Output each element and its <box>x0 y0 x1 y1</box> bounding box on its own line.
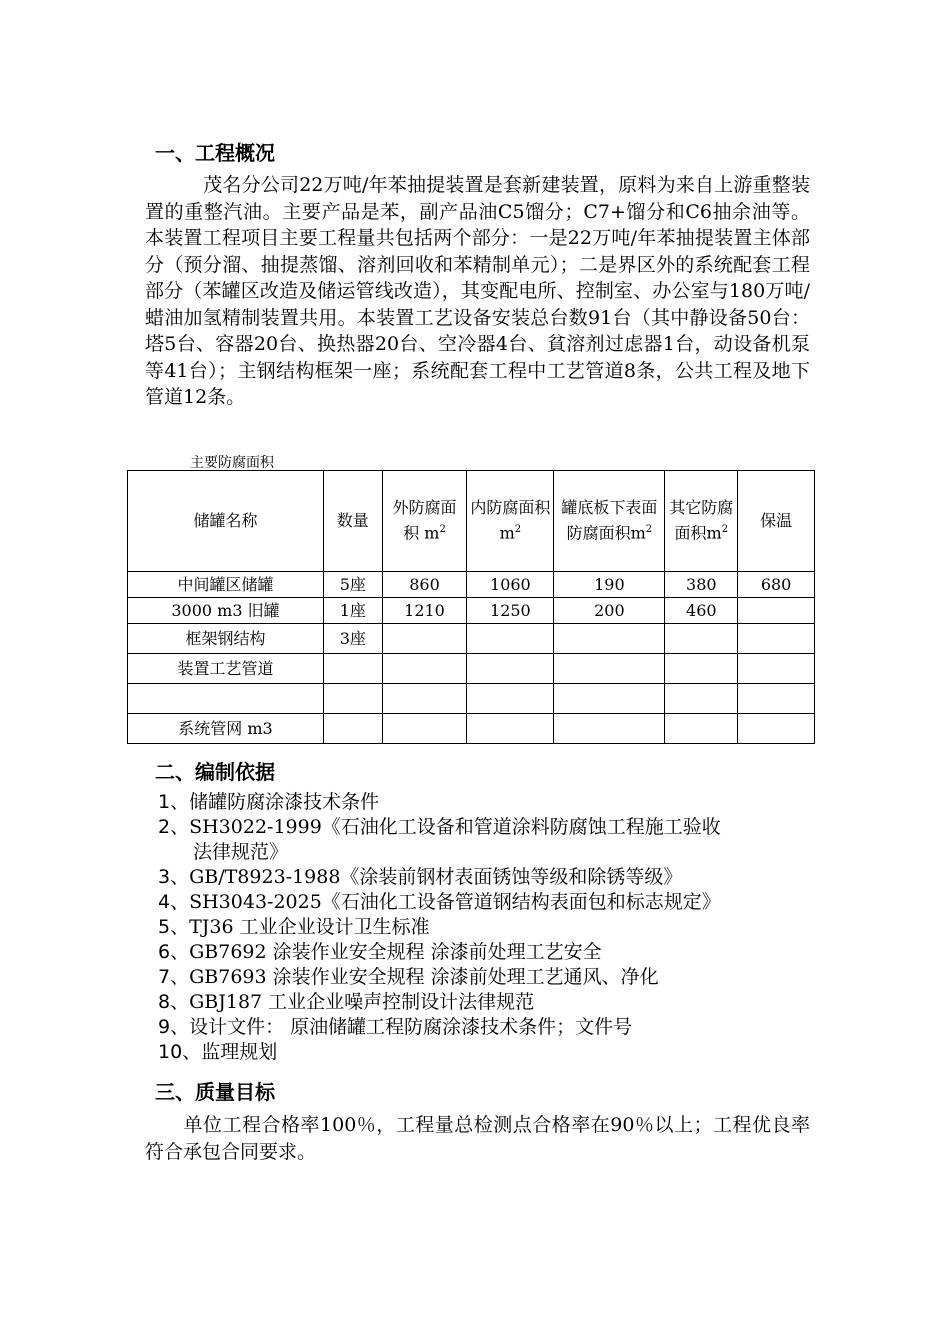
header-quantity: 数量 <box>323 471 382 572</box>
cell-insulation: 680 <box>738 572 815 598</box>
cell-bottom <box>554 624 665 654</box>
cell-insulation <box>738 598 815 624</box>
quality-paragraph <box>145 1112 810 1165</box>
cell-qty: 5座 <box>323 572 382 598</box>
basis-list <box>158 790 818 1065</box>
cell-inner <box>467 684 554 714</box>
table-row <box>128 598 815 624</box>
cell-other <box>665 684 738 714</box>
header-tank-name: 储罐名称 <box>128 471 324 572</box>
table-row <box>128 654 815 684</box>
cell-name: 3000 m3 旧罐 <box>128 598 324 624</box>
cell-other: 460 <box>665 598 738 624</box>
cell-other <box>665 714 738 744</box>
list-item: 6、GB7692 涂装作业安全规程 涂漆前处理工艺安全 <box>158 941 602 963</box>
list-item: 4、SH3043-2025《石油化工设备管道钢结构表面包和标志规定》 <box>158 891 721 913</box>
cell-other: 380 <box>665 572 738 598</box>
cell-qty <box>323 714 382 744</box>
cell-name: 中间罐区储罐 <box>128 572 324 598</box>
cell-bottom <box>554 684 665 714</box>
cell-insulation <box>738 624 815 654</box>
header-bottom-area: 罐底板下表面防腐面积$m^2$ <box>554 471 665 572</box>
table-caption: 主要防腐面积 <box>190 455 274 471</box>
list-item: 10、监理规划 <box>158 1041 278 1063</box>
cell-outer <box>382 684 467 714</box>
table-row <box>128 624 815 654</box>
cell-name <box>128 684 324 714</box>
cell-bottom <box>554 654 665 684</box>
section-title-overview: 一、工程概况 <box>155 141 275 165</box>
cell-insulation <box>738 684 815 714</box>
cell-insulation <box>738 714 815 744</box>
cell-bottom: 190 <box>554 572 665 598</box>
list-item: 9、设计文件： 原油储罐工程防腐涂漆技术条件；文件号 <box>158 1016 633 1038</box>
cell-inner <box>467 624 554 654</box>
list-item: 5、TJ36 工业企业设计卫生标准 <box>158 916 430 938</box>
header-other-area: 其它防腐面积$m^2$ <box>665 471 738 572</box>
overview-text: 茂名分公司22万吨/年苯抽提装置是套新建装置，原料为来自上游重整装置的重整汽油。主要产品是苯，副产品油C5馏分；C7+馏分和C6抽余油等。本装置工程项目主要工程量共包括两个部分：一是22万吨/年苯抽提装置主体部分（预分溜、抽提蒸馏、溶剂回收和苯精制单元）；二是界区外的系统配套工程部分（苯罐区改造及储运管线改造），其变配电所、控制室、办公室与180万吨/蜡油加氢精制装置共用。本装置工艺设备安装总台数91台（其中静设备50台：塔5台、容器20台、换热器20台、空冷器4台、貧溶剂过虑器1台，动设备机泵等41台）；主钢结构框架一座；系统配套工程中工艺管道8条，公共工程及地下管道12条。 <box>145 174 810 408</box>
cell-name: 系统管网 m3 <box>128 714 324 744</box>
cell-insulation <box>738 654 815 684</box>
cell-qty <box>323 654 382 684</box>
list-item-continuation: 法律规范》 <box>193 841 289 863</box>
overview-paragraph <box>145 172 810 411</box>
cell-name: 装置工艺管道 <box>128 654 324 684</box>
section-title-quality: 三、质量目标 <box>155 1080 275 1104</box>
cell-outer: 1210 <box>382 598 467 624</box>
anticorrosion-table <box>127 470 815 744</box>
list-item: 7、GB7693 涂装作业安全规程 涂漆前处理工艺通风、净化 <box>158 966 659 988</box>
cell-name: 框架钢结构 <box>128 624 324 654</box>
cell-inner <box>467 654 554 684</box>
cell-qty: 3座 <box>323 624 382 654</box>
header-inner-area: 内防腐面积 $m^2$ <box>467 471 554 572</box>
cell-inner <box>467 714 554 744</box>
cell-qty <box>323 684 382 714</box>
cell-outer: 860 <box>382 572 467 598</box>
table-row <box>128 714 815 744</box>
cell-outer <box>382 714 467 744</box>
header-insulation: 保温 <box>738 471 815 572</box>
cell-bottom <box>554 714 665 744</box>
cell-inner: 1060 <box>467 572 554 598</box>
cell-inner: 1250 <box>467 598 554 624</box>
cell-qty: 1座 <box>323 598 382 624</box>
list-item: 1、储罐防腐涂漆技术条件 <box>158 791 380 813</box>
table-row <box>128 572 815 598</box>
cell-outer <box>382 654 467 684</box>
table-header-row <box>128 471 815 572</box>
section-title-basis: 二、编制依据 <box>155 760 275 784</box>
cell-outer <box>382 624 467 654</box>
table-row <box>128 684 815 714</box>
cell-other <box>665 624 738 654</box>
list-item: 3、GB/T8923-1988《涂装前钢材表面锈蚀等级和除锈等级》 <box>158 866 683 888</box>
list-item: 8、GBJ187 工业企业噪声控制设计法律规范 <box>158 991 535 1013</box>
quality-text: 单位工程合格率100％，工程量总检测点合格率在90％以上；工程优良率符合承包合同要求。 <box>145 1114 810 1163</box>
cell-other <box>665 654 738 684</box>
list-item: 2、SH3022-1999《石油化工设备和管道涂料防腐蚀工程施工验收 <box>158 816 721 838</box>
cell-bottom: 200 <box>554 598 665 624</box>
header-outer-area: 外防腐面积 $m^2$ <box>382 471 467 572</box>
